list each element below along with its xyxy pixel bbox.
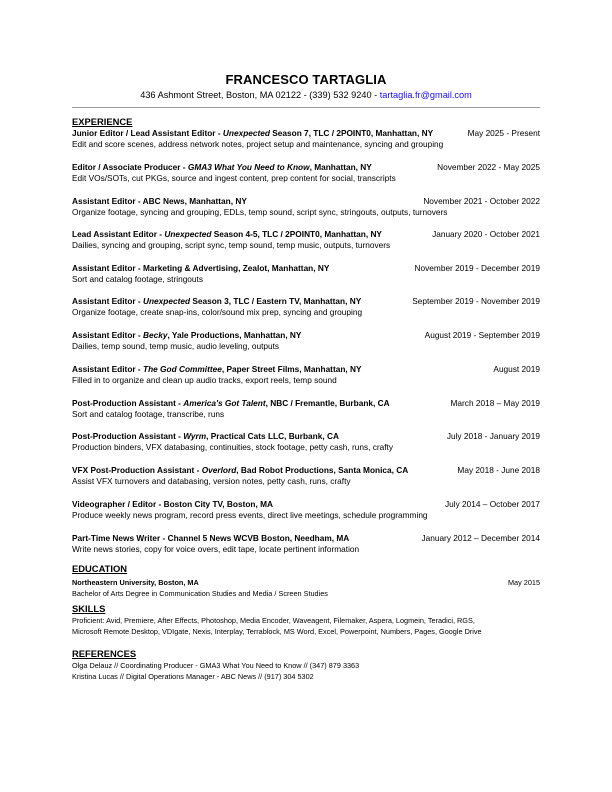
show-name: Overlord (201, 465, 237, 475)
show-name: America's Got Talent (183, 398, 266, 408)
job-description: Sort and catalog footage, stringouts (72, 274, 203, 284)
job-date-range: July 2018 - January 2019 (446, 431, 540, 441)
job-role: Assistant Editor - (72, 364, 143, 374)
references-heading: REFERENCES (72, 648, 137, 659)
job-description: Dailies, syncing and grouping, script sync, temp sound, temp music, outputs, turnovers (72, 240, 391, 250)
contact-address-phone: 436 Ashmont Street, Boston, MA 02122 - (339) 532 9240 - (140, 90, 380, 100)
job-description: Organize footage, create snap-ins, color/sound mix prep, syncing and grouping (72, 307, 363, 317)
job-employer-location: , Manhattan, NY (309, 162, 372, 172)
job-date-range: August 2019 - September 2019 (424, 330, 540, 340)
job-role: Lead Assistant Editor - (72, 229, 165, 239)
experience-entry (72, 128, 540, 150)
experience-entry (72, 263, 540, 285)
job-date-range: March 2018 – May 2019 (450, 398, 540, 408)
show-name: The God Committee (143, 364, 222, 374)
experience-entry (72, 196, 540, 218)
job-title (72, 229, 382, 240)
job-date-range: November 2021 - October 2022 (423, 196, 540, 206)
job-employer-location: , Practical Cats LLC, Burbank, CA (206, 431, 339, 441)
skills-line-1: Proficient: Avid, Premiere, After Effects, Photoshop, Media Encoder, Waveagent, Filemaker, Aspera, Logmein, Teradici, RGS, (72, 616, 475, 625)
job-role: VFX Post-Production Assistant - (72, 465, 202, 475)
job-date-range: September 2019 - November 2019 (412, 296, 540, 306)
job-description: Edit VOs/SOTs, cut PKGs, source and ingest content, prep content for social, transcripts (72, 173, 396, 183)
job-title (72, 162, 372, 173)
experience-entry (72, 162, 540, 184)
show-name: Unexpected (143, 296, 191, 306)
job-description: Dailies, temp sound, temp music, audio leveling, outputs (72, 341, 280, 351)
reference-item: Olga Delauz // Coordinating Producer - GMA3 What You Need to Know // (347) 879 3363 (72, 661, 360, 670)
education-degree: Bachelor of Arts Degree in Communication Studies and Media / Screen Studies (72, 589, 328, 598)
job-title (72, 431, 339, 442)
job-date-range: August 2019 (493, 364, 540, 374)
job-description: Edit and score scenes, address network notes, project setup and maintenance, syncing and grouping (72, 139, 444, 149)
job-date-range: November 2019 - December 2019 (414, 263, 540, 273)
job-description: Assist VFX turnovers and databasing, version notes, petty cash, runs, crafty (72, 476, 351, 486)
experience-entry (72, 398, 540, 420)
job-role: Assistant Editor - Marketing & Advertising, Zealot, Manhattan, NY (72, 263, 330, 273)
experience-entry (72, 465, 540, 487)
job-role: Part-Time News Writer - Channel 5 News WCVB Boston, Needham, MA (72, 533, 350, 543)
experience-entry (72, 229, 540, 251)
skills-line-2: Microsoft Remote Desktop, VDIgate, Nexis, Interplay, Terrablock, MS Word, Excel, Powerpoint, Numbers, Pages, Google Drive (72, 627, 482, 636)
experience-entry (72, 499, 540, 521)
email-link[interactable]: tartaglia.fr@gmail.com (379, 90, 472, 100)
job-employer-location: Season 7, TLC / 2POINT0, Manhattan, NY (269, 128, 434, 138)
show-name: Unexpected (222, 128, 270, 138)
job-description: Write news stories, copy for voice overs, edit tape, locate pertinent information (72, 544, 360, 554)
experience-entry (72, 431, 540, 453)
job-role: Assistant Editor - (72, 296, 143, 306)
job-date-range: May 2018 - June 2018 (457, 465, 540, 475)
candidate-name: FRANCESCO TARTAGLIA (225, 72, 387, 87)
skills-heading: SKILLS (72, 603, 106, 614)
job-employer-location: Season 3, TLC / Eastern TV, Manhattan, NY (190, 296, 362, 306)
education-school: Northeastern University, Boston, MA (72, 578, 199, 587)
education-heading: EDUCATION (72, 563, 128, 574)
job-date-range: November 2022 - May 2025 (437, 162, 540, 172)
experience-entry (72, 296, 540, 318)
experience-entry (72, 533, 540, 555)
job-employer-location: , Paper Street Films, Manhattan, NY (221, 364, 362, 374)
job-title (72, 296, 361, 307)
job-title (72, 263, 329, 274)
show-name: GMA3 What You Need to Know (187, 162, 310, 172)
experience-entry (72, 330, 540, 352)
job-role: Post-Production Assistant - (72, 431, 184, 441)
show-name: Wyrm (183, 431, 207, 441)
job-description: Production binders, VFX databasing, continuities, stock footage, petty cash, runs, crafty (72, 442, 393, 452)
job-description: Sort and catalog footage, transcribe, runs (72, 409, 225, 419)
job-description: Organize footage, syncing and grouping, EDLs, temp sound, script sync, stringouts, outputs, turnovers (72, 207, 448, 217)
experience-entry (72, 364, 540, 386)
job-employer-location: Season 4-5, TLC / 2POINT0, Manhattan, NY (211, 229, 382, 239)
job-role: Assistant Editor - ABC News, Manhattan, NY (72, 196, 247, 206)
job-date-range: January 2020 - October 2021 (432, 229, 540, 239)
job-title (72, 398, 390, 409)
education-date: May 2015 (507, 578, 540, 587)
show-name: Becky (143, 330, 168, 340)
job-title (72, 196, 247, 207)
job-date-range: January 2012 – December 2014 (421, 533, 540, 543)
job-employer-location: , NBC / Fremantle, Burbank, CA (265, 398, 390, 408)
job-role: Junior Editor / Lead Assistant Editor - (72, 128, 223, 138)
job-title (72, 364, 362, 375)
job-employer-location: , Bad Robot Productions, Santa Monica, CA (236, 465, 409, 475)
education-entry (72, 577, 540, 599)
reference-item: Kristina Lucas // Digital Operations Manager - ABC News // (917) 304 5302 (72, 672, 314, 681)
job-title (72, 499, 273, 510)
job-employer-location: , Yale Productions, Manhattan, NY (167, 330, 302, 340)
job-title (72, 128, 433, 139)
job-role: Videographer / Editor - Boston City TV, Boston, MA (72, 499, 273, 509)
show-name: Unexpected (164, 229, 212, 239)
contact-line (72, 90, 540, 100)
header-divider (72, 107, 540, 108)
job-date-range: May 2025 - Present (467, 128, 540, 138)
job-title (72, 533, 349, 544)
job-title (72, 330, 301, 341)
job-role: Editor / Associate Producer - (72, 162, 188, 172)
job-date-range: July 2014 – October 2017 (444, 499, 540, 509)
job-description: Filled in to organize and clean up audio tracks, export reels, temp sound (72, 375, 337, 385)
job-role: Assistant Editor - (72, 330, 143, 340)
job-description: Produce weekly news program, record press events, direct live meetings, schedule programming (72, 510, 428, 520)
experience-heading: EXPERIENCE (72, 116, 133, 127)
job-role: Post-Production Assistant - (72, 398, 184, 408)
job-title (72, 465, 408, 476)
